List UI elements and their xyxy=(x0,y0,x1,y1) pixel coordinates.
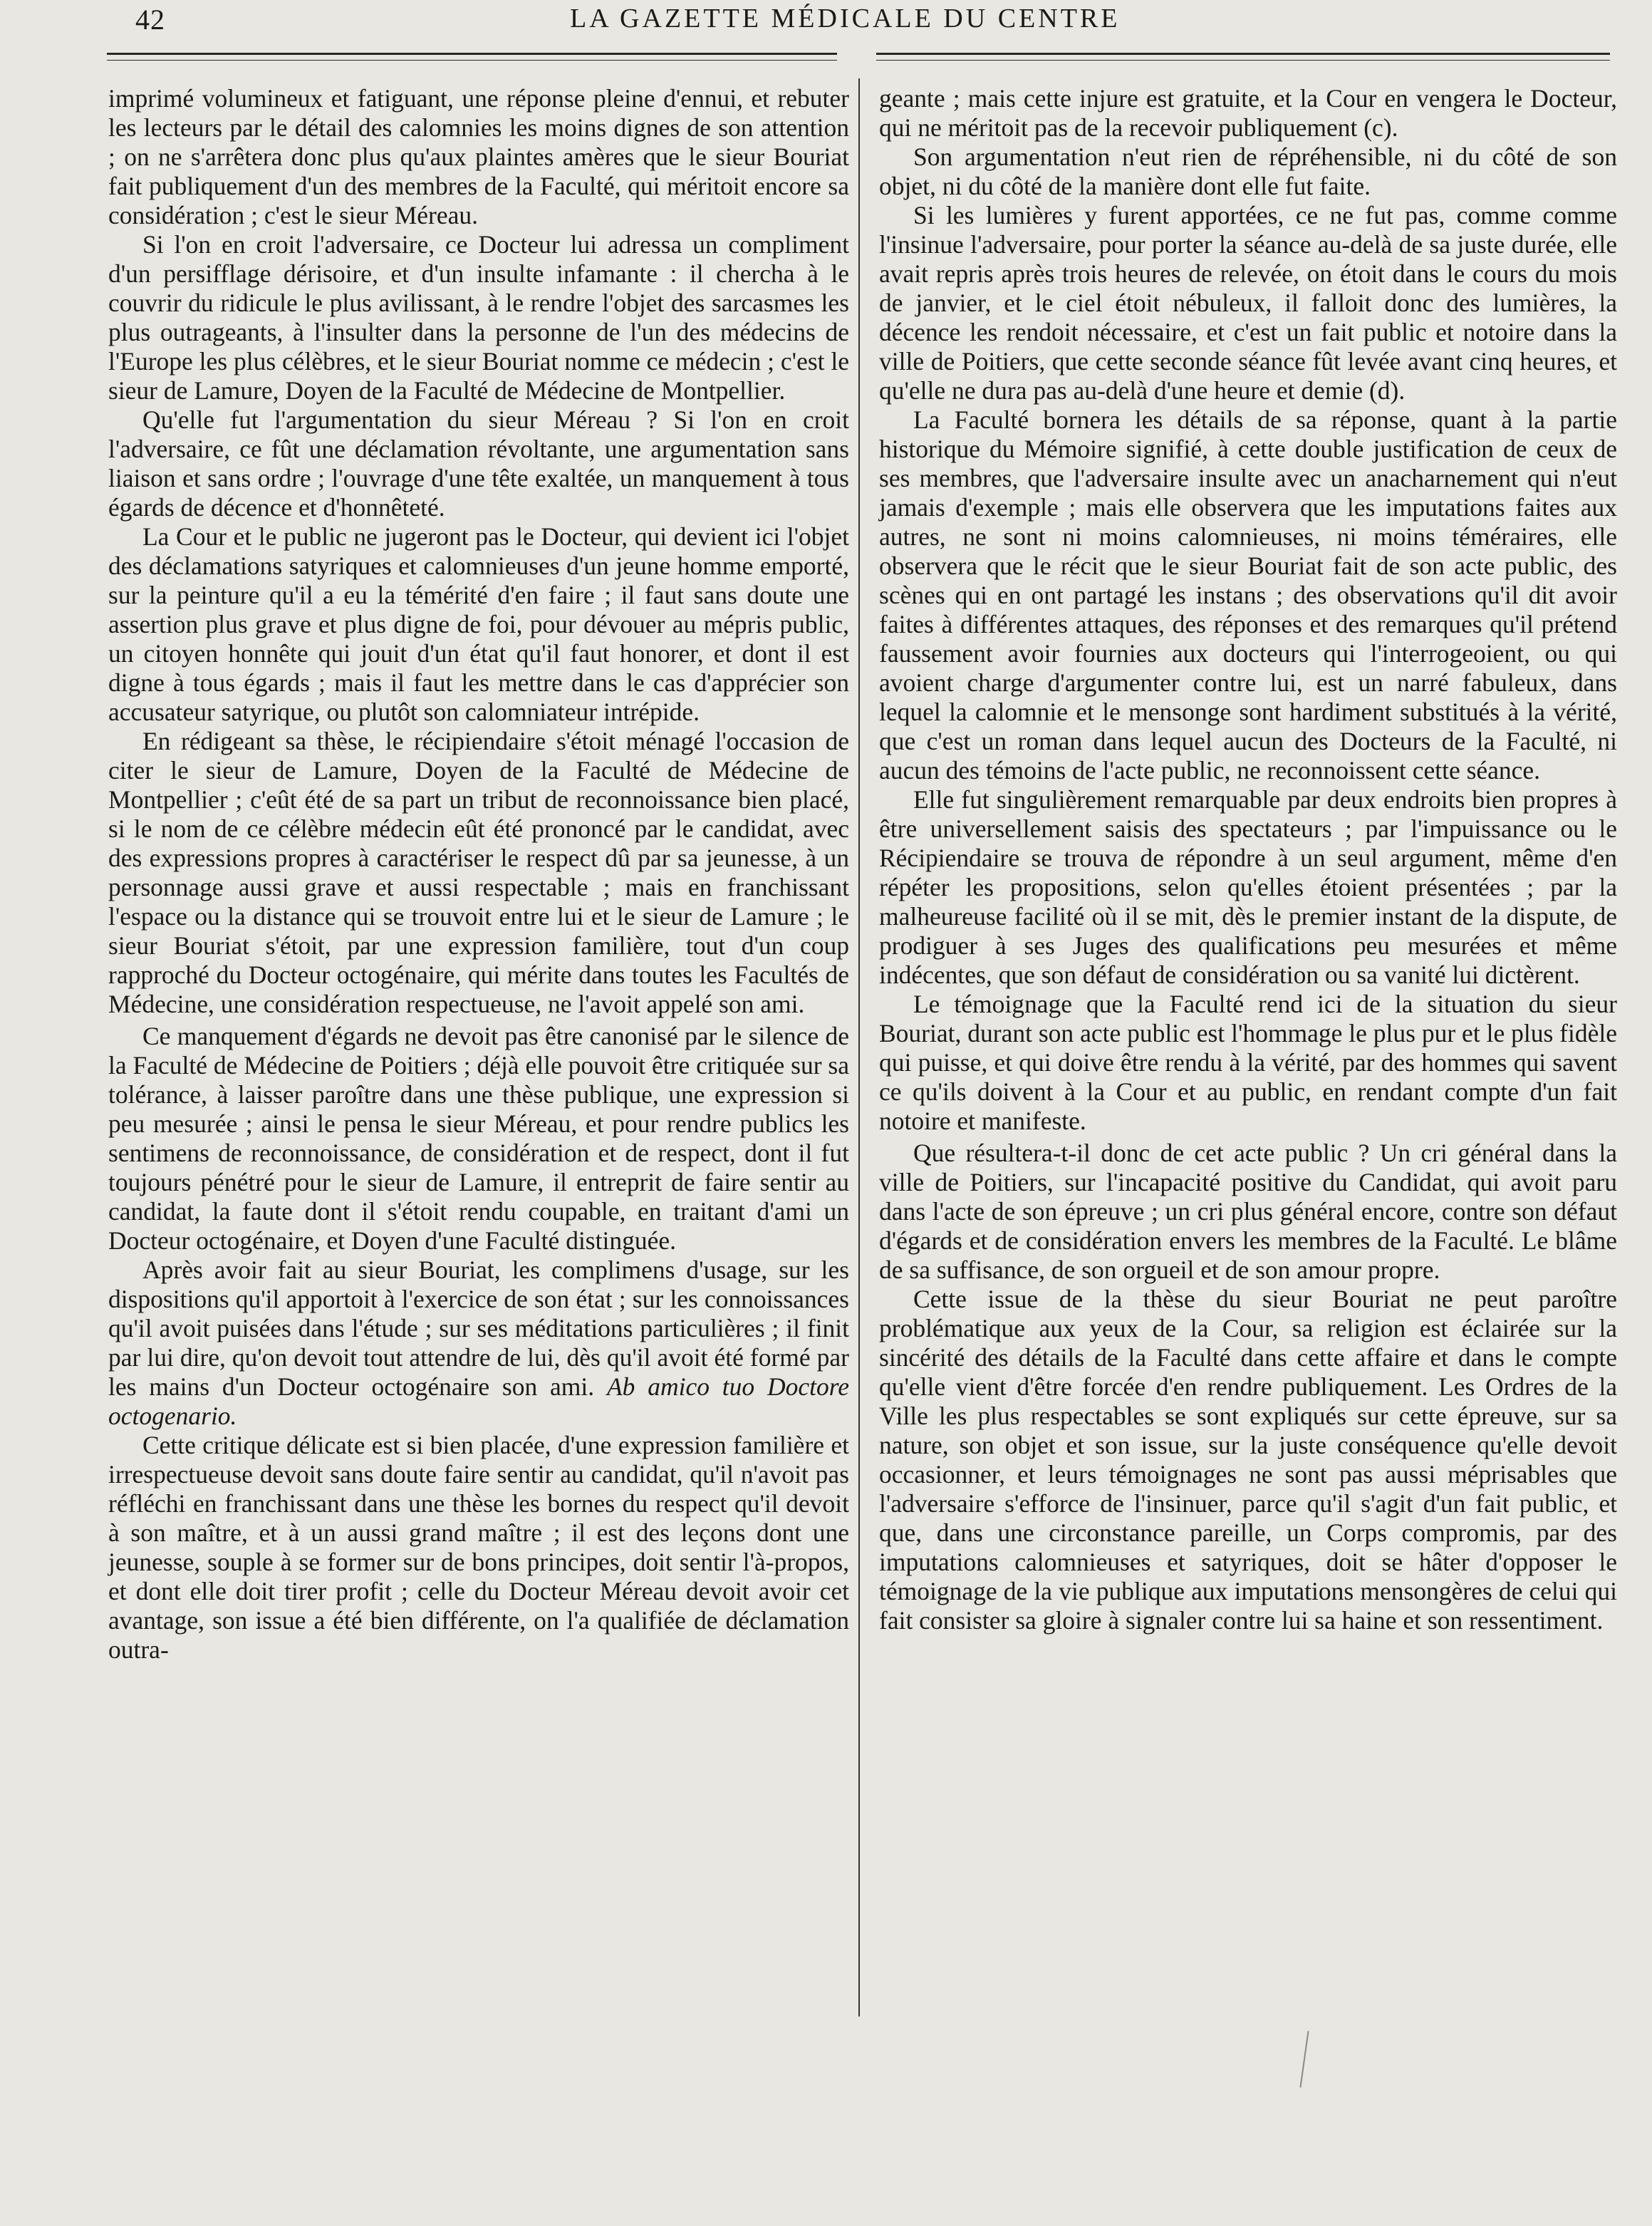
running-title: LA GAZETTE MÉDICALE DU CENTRE xyxy=(570,4,1121,33)
paragraph: Elle fut singulièrement remarquable par deux endroits bien propres à être universellement saisis des spectateurs ; par l'impuissance ou le Récipiendaire se trouva de répondre à un seul argument, même d'en répéter les propositions, selon qu'elles étoient présentées ; par la malheureuse facilité où il se mit, dès le premier instant de la dispute, de prodiguer à ses Juges des qualifications peu mesurées et même indécentes, que son défaut de considération ou sa vanité lui dictèrent. xyxy=(879,785,1617,989)
paragraph: geante ; mais cette injure est gratuite, et la Cour en vengera le Docteur, qui ne méritoit pas de la recevoir publiquement (c). xyxy=(879,84,1617,142)
page-header xyxy=(107,0,1610,43)
paragraph: Cette critique délicate est si bien placée, d'une expression familière et irrespectueuse devoit sans doute faire sentir au candidat, qu'il n'avoit pas réfléchi en franchissant dans une thèse les bornes du respect qu'il devoit à son maître, et à un aussi grand maître ; il est des leçons dont une jeunesse, souple à se former sur de bons principes, doit sentir l'à-propos, et dont elle doit tirer profit ; celle du Docteur Méreau devoit avoir cet avantage, son issue a été bien différente, on l'a qualifiée de déclamation outra- xyxy=(108,1431,849,1664)
paragraph: Si l'on en croit l'adversaire, ce Docteur lui adressa un compliment d'un persifflage dérisoire, et d'un insulte infamante : il chercha à le couvrir du ridicule le plus avilissant, à le rendre l'objet des sarcasmes les plus outrageants, à l'insulter dans la personne de l'un des médecins de l'Europe les plus célèbres, et le sieur Bouriat nomme ce médecin ; c'est le sieur de Lamure, Doyen de la Faculté de Médecine de Montpellier. xyxy=(108,230,849,405)
paragraph: Le témoignage que la Faculté rend ici de la situation du sieur Bouriat, durant son acte public est l'hommage le plus pur et le plus fidèle qui puisse, et qui doive être rendu à la vérité, par des hommes qui savent ce qu'ils doivent à la Cour et au public, en rendant compte d'un fait notoire et manifeste. xyxy=(879,990,1617,1135)
paragraph: La Faculté bornera les détails de sa réponse, quant à la partie historique du Mémoire signifié, à cette double justification de ceux de ses membres, que l'adversaire insulte avec un anacharnement qui n'eut jamais d'exemple ; mais elle observera que les imputations faites aux autres, ne sont ni moins calomnieuses, ni moins téméraires, elle observera que le récit que le sieur Bouriat fait de son acte public, des scènes qui en ont partagé les instans ; des observations qu'il dit avoir faites à différentes attaques, des réponses et des remarques qu'il prétend faussement avoir fournies aux docteurs qui l'interrogeoient, ou qui avoient charge d'argumenter contre lui, est un narré fabuleux, dans lequel la calomnie et le mensonge sont hardiment substitués à la vérité, que c'est un roman dans lequel aucun des Docteurs de la Faculté, ni aucun des témoins de l'acte public, ne reconnoissent cette séance. xyxy=(879,405,1617,785)
paragraph: La Cour et le public ne jugeront pas le Docteur, qui devient ici l'objet des déclamations satyriques et calomnieuses d'un jeune homme emporté, sur la peinture qu'il a eu la témérité d'en faire ; il faut sans doute une assertion plus grave et plus digne de foi, pour dévouer au mépris public, un citoyen honnête qui jouit d'un état qu'il faut honorer, et dont il est digne à tous égards ; mais il faut les mettre dans le cas d'apprécier son accusateur satyrique, ou plutôt son calomniateur intrépide. xyxy=(108,522,849,726)
paragraph: Cette issue de la thèse du sieur Bouriat ne peut paroître problématique aux yeux de la Cour, sa religion est éclairée sur la sincérité des détails de la Faculté dans cette affaire et dans le compte qu'elle vient d'être forcée d'en rendre publiquement. Les Ordres de la Ville les plus respectables se sont expliqués sur cette épreuve, sur sa nature, son objet et son issue, sur la juste conséquence qu'elle devoit occasionner, et leurs témoignages ne sont pas aussi méprisables que l'adversaire s'efforce de l'insinuer, parce qu'il s'agit d'un fait public, et que, dans une circonstance pareille, un Corps compromis, par des imputations calomnieuses et satyriques, doit se hâter d'opposer le témoignage de la vie publique aux imputations mensongères de celui qui fait consister sa gloire à signaler contre lui sa haine et son ressentiment. xyxy=(879,1285,1617,1635)
page-number: 42 xyxy=(135,4,165,36)
header-rule-thin-left xyxy=(107,60,837,61)
paragraph: Son argumentation n'eut rien de répréhensible, ni du côté de son objet, ni du côté de la manière dont elle fut faite. xyxy=(879,143,1617,200)
header-rule-right xyxy=(876,53,1610,55)
left-column xyxy=(108,84,849,1665)
header-rule-thin-right xyxy=(876,60,1610,61)
latin-quote: Ab amico tuo Doctore octogenario. xyxy=(108,1372,849,1430)
stray-pen-mark xyxy=(1299,2031,1309,2088)
right-column xyxy=(879,84,1617,1635)
paragraph: imprimé volumineux et fatiguant, une réponse pleine d'ennui, et rebuter les lecteurs par le détail des calomnies les moins dignes de son attention ; on ne s'arrêtera donc plus qu'aux plaintes amères que le sieur Bouriat fait publiquement d'un des membres de la Faculté, qui méritoit encore sa considération ; c'est le sieur Méreau. xyxy=(108,84,849,229)
column-divider xyxy=(858,78,860,2017)
paragraph: Qu'elle fut l'argumentation du sieur Méreau ? Si l'on en croit l'adversaire, ce fût une déclamation révoltante, une argumentation sans liaison et sans ordre ; l'ouvrage d'une tête exaltée, un manquement à tous égards de décence et d'honnêteté. xyxy=(108,405,849,522)
paragraph-text: Après avoir fait au sieur Bouriat, les complimens d'usage, sur les dispositions qu'il apportoit à l'exercice de son état ; sur les connoissances qu'il avoit puisées dans l'étude ; sur ses méditations particulières ; il finit par lui dire, qu'on devoit tout attendre de lui, dès qu'il avoit été formé par les mains d'un Docteur octogénaire son ami. xyxy=(108,1256,849,1401)
paragraph: En rédigeant sa thèse, le récipiendaire s'étoit ménagé l'occasion de citer le sieur de Lamure, Doyen de la Faculté de Médecine de Montpellier ; c'eût été de sa part un tribut de reconnoissance bien placé, si le nom de ce célèbre médecin eût été prononcé par le candidat, avec des expressions propres à caractériser le respect dû par sa jeunesse, à un personnage aussi grave et aussi respectable ; mais en franchissant l'espace ou la distance qui se trouvoit entre lui et le sieur de Lamure ; le sieur Bouriat s'étoit, par une expression familière, tout d'un coup rapproché du Docteur octogénaire, qui mérite dans toutes les Facultés de Médecine, une considération respectueuse, ne l'avoit appelé son ami. xyxy=(108,727,849,1018)
paragraph: Ce manquement d'égards ne devoit pas être canonisé par le silence de la Faculté de Médecine de Poitiers ; déjà elle pouvoit être critiquée sur sa tolérance, à laisser paroître dans une thèse publique, une expression si peu mesurée ; ainsi le pensa le sieur Méreau, et pour rendre publics les sentimens de reconnoissance, de considération et de respect, dont il fut toujours pénétré pour le sieur de Lamure, il entreprit de faire sentir au candidat, la faute dont il s'étoit rendu coupable, en traitant d'ami un Docteur octogénaire, et Doyen d'une Faculté distinguée. xyxy=(108,1022,849,1255)
paragraph-with-quote xyxy=(108,1256,849,1431)
paragraph: Si les lumières y furent apportées, ce ne fut pas, comme comme l'insinue l'adversaire, pour porter la séance au-delà de sa juste durée, elle avait repris après trois heures de relevée, on étoit dans le cours du mois de janvier, et le ciel étoit nébuleux, il falloit donc des lumières, la décence les rendoit nécessaire, et c'est un fait public et notoire dans la ville de Poitiers, que cette seconde séance fût levée avant cinq heures, et qu'elle ne dura pas au-delà d'une heure et demie (d). xyxy=(879,201,1617,405)
paragraph: Que résultera-t-il donc de cet acte public ? Un cri général dans la ville de Poitiers, sur l'incapacité positive du Candidat, qui avoit paru dans l'acte de son épreuve ; un cri plus général encore, contre son défaut d'égards et de considération envers les membres de la Faculté. Le blâme de sa suffisance, de son orgueil et de son amour propre. xyxy=(879,1139,1617,1284)
header-rule-left xyxy=(107,53,837,55)
